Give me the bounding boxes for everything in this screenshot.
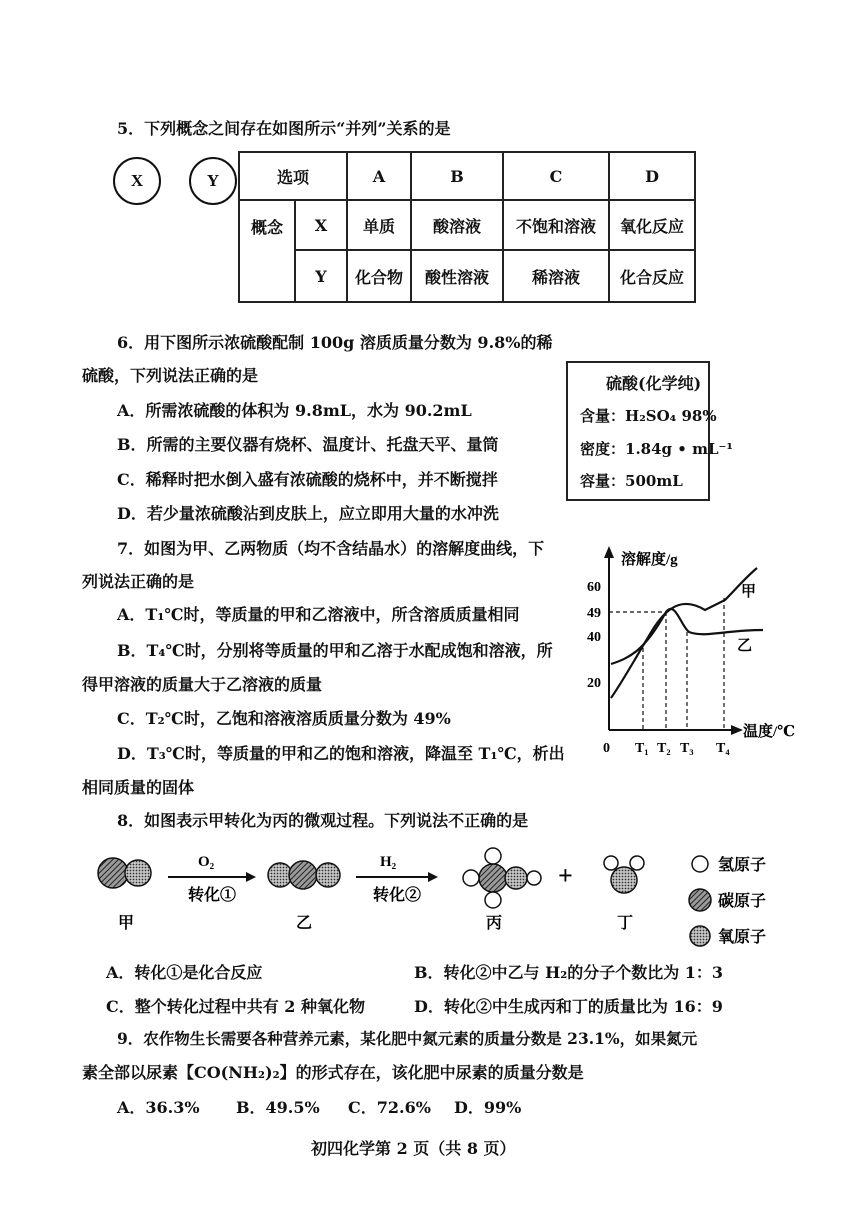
concept-table: [238, 151, 696, 303]
arrow-1-label: 转化①: [188, 887, 237, 904]
q7-option-c: C．T₂℃时，乙饱和溶液溶质质量分数为 49%: [117, 709, 451, 728]
q6-stem-line1: 6．用下图所示浓硫酸配制 100g 溶质质量分数为 9.8%的稀: [117, 333, 553, 352]
circle-y-label: Y: [206, 171, 220, 190]
y-axis-arrow: [604, 546, 614, 558]
carbon-atom-icon: [289, 861, 317, 889]
q8-stem: 8．如图表示甲转化为丙的微观过程。下列说法不正确的是: [117, 811, 529, 830]
page-footer: 初四化学第 2 页（共 8 页）: [311, 1139, 516, 1158]
q7-option-d-line2: 相同质量的固体: [82, 778, 195, 797]
table-x-c: 不饱和溶液: [503, 200, 609, 250]
table-row-label: 概念: [239, 200, 295, 302]
q7-stem-line1: 7．如图为甲、乙两物质（均不含结晶水）的溶解度曲线，下: [117, 539, 545, 558]
carbon-atom-icon: [479, 864, 507, 892]
arrow-1-reagent: O₂: [198, 854, 215, 870]
x-tick-t4: T₄: [716, 741, 730, 756]
q9-stem-line2: 素全部以尿素【CO(NH₂)₂】的形式存在，该化肥中尿素的质量分数是: [82, 1063, 584, 1082]
solubility-chart: [585, 538, 805, 768]
table-y-c: 稀溶液: [503, 250, 609, 302]
x-tick-t2: T₂: [657, 741, 671, 756]
oxygen-atom-icon: [690, 926, 710, 946]
q9-option-d: D．99%: [454, 1098, 522, 1117]
y-tick-20: 20: [587, 676, 601, 691]
label-content-value: H₂SO₄ 98%: [625, 407, 717, 425]
carbon-atom-icon: [689, 889, 711, 911]
label-content-key: 含量：: [580, 407, 626, 425]
q9-option-a: A．36.3%: [117, 1098, 200, 1117]
q6-option-b: B．所需的主要仪器有烧杯、温度计、托盘天平、量筒: [117, 435, 499, 454]
arrow-2-label: 转化②: [373, 887, 422, 904]
hydrogen-atom-icon: [692, 856, 708, 872]
arrow-1-head: [246, 872, 256, 882]
label-title: 硫酸(化学纯): [606, 374, 702, 393]
hydrogen-atom-icon: [463, 870, 479, 886]
table-header-a: A: [347, 152, 411, 200]
hydrogen-atom-icon: [485, 848, 501, 864]
table-header-b: B: [411, 152, 503, 200]
table-x-a: 单质: [347, 200, 411, 250]
table-y-d: 化合反应: [609, 250, 695, 302]
species-label-ding: 丁: [617, 915, 634, 932]
table-header-option: 选项: [239, 152, 347, 200]
atom-legend: [689, 855, 766, 946]
label-density-key: 密度：: [580, 440, 626, 458]
molecule-jia: [98, 858, 151, 888]
carbon-atom-icon: [98, 858, 128, 888]
oxygen-atom-icon: [316, 863, 340, 887]
label-capacity-key: 容量：: [580, 472, 626, 490]
q7-option-a: A．T₁℃时，等质量的甲和乙溶液中，所含溶质质量相同: [117, 605, 520, 624]
oxygen-atom-icon: [505, 867, 527, 889]
table-y-label: Y: [295, 250, 347, 302]
q6-option-c: C．稀释时把水倒入盛有浓硫酸的烧杯中，并不断搅拌: [117, 470, 498, 489]
hydrogen-atom-icon: [604, 856, 618, 870]
acid-bottle-label: [566, 361, 733, 501]
series-label-yi: 乙: [737, 638, 753, 654]
label-density-value: 1.84g • mL⁻¹: [625, 440, 733, 458]
oxygen-atom-icon: [611, 867, 637, 893]
oxygen-atom-icon: [125, 860, 151, 886]
x-axis-label: 温度/℃: [743, 724, 796, 740]
molecule-bing: [463, 848, 541, 908]
table-y-a: 化合物: [347, 250, 411, 302]
q9-option-c: C．72.6%: [348, 1098, 431, 1117]
q7-option-b-line2: 得甲溶液的质量大于乙溶液的质量: [82, 675, 323, 694]
plus-sign: +: [558, 861, 573, 890]
q8-option-b: B．转化②中乙与 H₂的分子个数比为 1：3: [414, 963, 724, 982]
hydrogen-atom-icon: [630, 856, 644, 870]
micro-process-diagram: [90, 842, 790, 957]
q8-option-c: C．整个转化过程中共有 2 种氧化物: [106, 997, 366, 1016]
q9-option-b: B．49.5%: [236, 1098, 320, 1117]
q7-option-d-line1: D．T₃℃时，等质量的甲和乙的饱和溶液，降温至 T₁℃，析出: [117, 744, 565, 763]
table-x-label: X: [295, 200, 347, 250]
table-x-b: 酸溶液: [411, 200, 503, 250]
q7-stem-line2: 列说法正确的是: [82, 572, 195, 591]
table-y-b: 酸性溶液: [411, 250, 503, 302]
label-capacity: [580, 470, 683, 491]
q5-stem: 5．下列概念之间存在如图所示“并列”关系的是: [117, 119, 451, 138]
molecule-ding: [604, 856, 644, 893]
circle-x: [113, 157, 161, 205]
q7-option-b-line1: B．T₄℃时，分别将等质量的甲和乙溶于水配成饱和溶液，所: [117, 641, 553, 660]
curve-jia: [611, 568, 757, 698]
label-capacity-value: 500mL: [625, 472, 683, 490]
species-label-jia: 甲: [118, 915, 135, 932]
arrow-2-reagent: H₂: [380, 854, 397, 870]
hydrogen-atom-icon: [485, 892, 501, 908]
molecule-yi: [268, 861, 340, 889]
legend-hydrogen: 氢原子: [718, 857, 767, 874]
arrow-2-head: [428, 872, 438, 882]
legend-carbon: 碳原子: [718, 893, 767, 910]
table-x-d: 氧化反应: [609, 200, 695, 250]
circle-y: [189, 157, 237, 205]
q6-option-d: D．若少量浓硫酸沾到皮肤上，应立即用大量的水冲洗: [117, 504, 499, 523]
y-tick-49: 49: [587, 606, 601, 621]
q6-stem-line2: 硫酸，下列说法正确的是: [82, 366, 259, 385]
q8-option-d: D．转化②中生成丙和丁的质量比为 16：9: [414, 997, 723, 1016]
table-header-d: D: [609, 152, 695, 200]
label-content: [580, 405, 717, 426]
q9-stem-line1: 9．农作物生长需要各种营养元素，某化肥中氮元素的质量分数是 23.1%，如果氮元: [117, 1029, 698, 1048]
hydrogen-atom-icon: [527, 871, 541, 885]
x-tick-t3: T₃: [680, 741, 694, 756]
y-tick-40: 40: [587, 630, 601, 645]
circle-x-label: X: [130, 171, 144, 190]
q6-option-a: A．所需浓硫酸的体积为 9.8mL，水为 90.2mL: [117, 401, 472, 420]
x-axis-arrow: [731, 725, 743, 735]
x-tick-0: 0: [603, 741, 610, 756]
species-label-yi: 乙: [296, 915, 313, 932]
series-label-jia: 甲: [741, 584, 757, 600]
label-density: [580, 438, 733, 459]
x-tick-t1: T₁: [635, 741, 649, 756]
y-axis-label: 溶解度/g: [621, 552, 678, 568]
q8-option-a: A．转化①是化合反应: [106, 963, 263, 982]
species-label-bing: 丙: [486, 915, 503, 932]
y-tick-60: 60: [587, 580, 601, 595]
legend-oxygen: 氧原子: [718, 929, 767, 946]
table-header-c: C: [503, 152, 609, 200]
